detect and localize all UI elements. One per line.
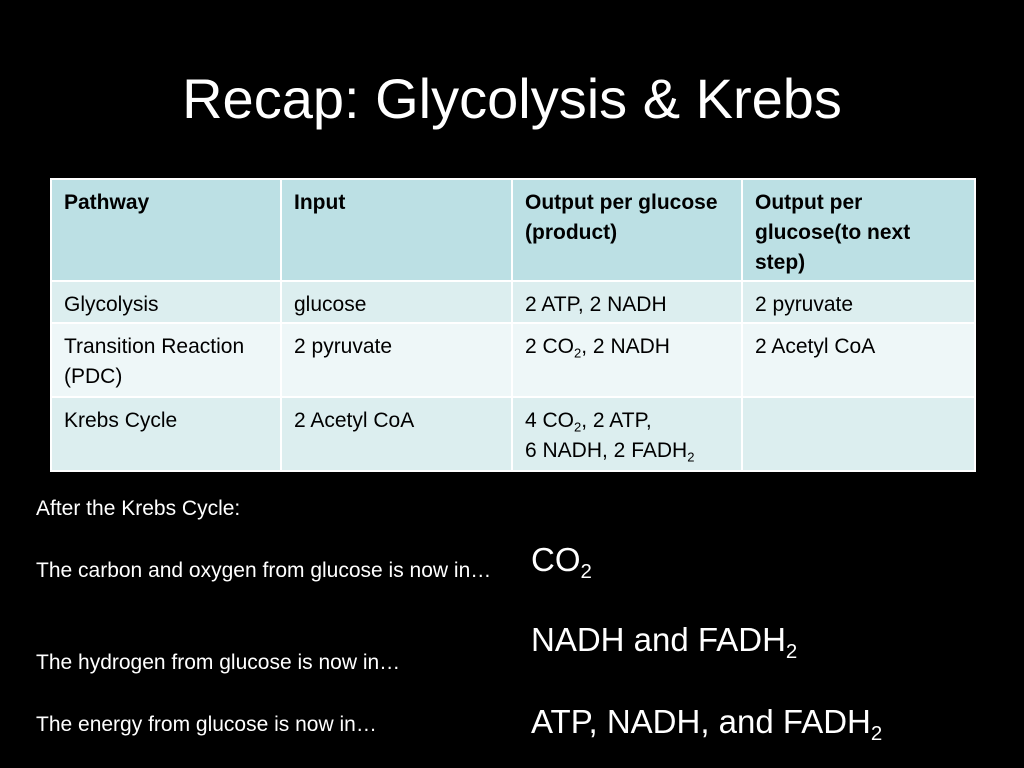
question-energy: The energy from glucose is now in… [36, 713, 377, 736]
subscript: 2 [870, 722, 883, 746]
cell-next-step: 2 pyruvate [742, 281, 975, 323]
product-text: , 2 ATP, [581, 409, 652, 432]
cell-input: glucose [281, 281, 512, 323]
answer-text: CO [531, 541, 581, 578]
header-output-next-step: Output per glucose(to next step) [742, 179, 975, 281]
cell-pathway: Glycolysis [51, 281, 281, 323]
answer-text: ATP, NADH, and FADH [531, 703, 871, 740]
subscript: 2 [785, 640, 798, 664]
header-input: Input [281, 179, 512, 281]
header-output-product: Output per glucose (product) [512, 179, 742, 281]
recap-table [50, 178, 976, 472]
product-text: , 2 NADH [581, 335, 670, 358]
answer-text: NADH and FADH [531, 621, 786, 658]
table-row [51, 397, 975, 471]
slide-title: Recap: Glycolysis & Krebs [182, 67, 842, 130]
table-header-row [51, 179, 975, 281]
recap-heading: After the Krebs Cycle: [36, 497, 241, 520]
question-hydrogen: The hydrogen from glucose is now in… [36, 651, 401, 674]
subscript: 2 [580, 560, 592, 584]
cell-next-step: 2 Acetyl CoA [742, 323, 975, 397]
table-row [51, 323, 975, 397]
cell-product: 2 ATP, 2 NADH [512, 281, 742, 323]
table-row [51, 281, 975, 323]
product-text: 4 CO [525, 409, 575, 432]
subscript: 2 [574, 419, 582, 435]
header-pathway: Pathway [51, 179, 281, 281]
question-carbon-oxygen: The carbon and oxygen from glucose is now in… [36, 559, 492, 582]
product-text: 6 NADH, 2 FADH [525, 439, 688, 462]
cell-next-step [742, 397, 975, 471]
subscript: 2 [574, 345, 582, 361]
cell-pathway: Transition Reaction (PDC) [51, 323, 281, 397]
cell-input: 2 Acetyl CoA [281, 397, 512, 471]
answer-hydrogen [531, 620, 798, 664]
cell-product [512, 323, 742, 397]
cell-pathway: Krebs Cycle [51, 397, 281, 471]
product-text: 2 CO [525, 335, 575, 358]
subscript: 2 [687, 449, 695, 465]
answer-carbon-oxygen [531, 540, 592, 584]
cell-product [512, 397, 742, 471]
answer-energy [531, 702, 883, 746]
cell-input: 2 pyruvate [281, 323, 512, 397]
